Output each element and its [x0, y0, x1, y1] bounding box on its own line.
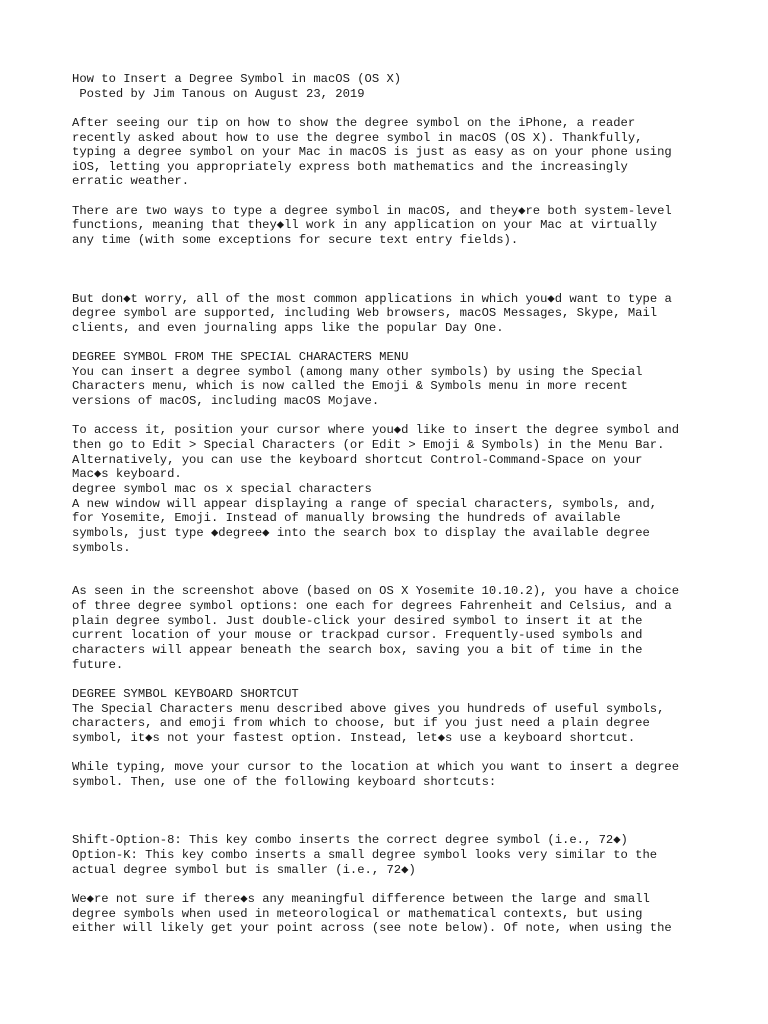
text-line: degree symbol are supported, including Web browsers, macOS Messages, Skype, Mail	[72, 306, 658, 321]
keyboard-shortcut-paragraph-3	[72, 892, 712, 936]
text-line: future.	[72, 657, 124, 672]
text-line: functions, meaning that they◆ll work in any application on your Mac at virtually	[72, 218, 658, 233]
special-characters-paragraph-2	[72, 423, 712, 482]
text-line: characters will appear beneath the search box, saving you a bit of time in the	[72, 643, 643, 657]
spacer	[72, 555, 712, 570]
text-line: To access it, position your cursor where you◆d like to insert the degree symbol and	[72, 423, 680, 438]
text-line: While typing, move your cursor to the location at which you want to insert a degree	[72, 760, 680, 775]
spacer	[72, 189, 712, 204]
text-line: then go to Edit > Special Characters (or Edit > Emoji & Symbols) in the Menu Bar.	[72, 438, 665, 453]
text-line: plain degree symbol. Just double-click your desired symbol to insert it at the	[72, 613, 643, 628]
shortcut-item: Option-K: This key combo inserts a small degree symbol looks very similar to the	[72, 847, 658, 862]
keyboard-shortcut-paragraph-2	[72, 760, 712, 789]
spacer	[72, 877, 712, 892]
spacer	[72, 409, 712, 424]
spacer	[72, 570, 712, 585]
spacer	[72, 672, 712, 687]
spacer	[72, 745, 712, 760]
text-line: erratic weather.	[72, 174, 190, 189]
text-line: symbols, just type ◆degree◆ into the search box to display the available degree	[72, 525, 650, 540]
ways-paragraph	[72, 204, 712, 248]
shortcut-item: Shift-Option-8: This key combo inserts the correct degree symbol (i.e., 72◆)	[72, 833, 628, 848]
spacer	[72, 248, 712, 292]
special-characters-paragraph-3	[72, 497, 712, 556]
article-title: How to Insert a Degree Symbol in macOS (OS X)	[72, 72, 402, 86]
text-line: Alternatively, you can use the keyboard shortcut Control-Command-Space on your	[72, 452, 643, 467]
text-line: We◆re not sure if there◆s any meaningful difference between the large and small	[72, 891, 650, 906]
text-line: recently asked about how to use the degree symbol in macOS (OS X). Thankfully,	[72, 130, 643, 145]
section-heading-keyboard-shortcut: DEGREE SYMBOL KEYBOARD SHORTCUT	[72, 686, 299, 701]
spacer	[72, 336, 712, 351]
text-line: degree symbols when used in meteorological or mathematical contexts, but using	[72, 906, 643, 921]
text-line: There are two ways to type a degree symbol in macOS, and they◆re both system-level	[72, 203, 672, 218]
text-line: of three degree symbol options: one each for degrees Fahrenheit and Celsius, and a	[72, 599, 672, 614]
special-characters-paragraph-1	[72, 365, 712, 409]
text-line: for Yosemite, Emoji. Instead of manually browsing the hundreds of available	[72, 511, 621, 526]
text-line: clients, and even journaling apps like the popular Day One.	[72, 320, 504, 335]
shortcut-item: actual degree symbol but is smaller (i.e., 72◆)	[72, 862, 416, 877]
text-line: Mac◆s keyboard.	[72, 467, 182, 482]
text-line: You can insert a degree symbol (among many other symbols) by using the Special	[72, 364, 643, 379]
document-page	[72, 72, 712, 936]
text-line: A new window will appear displaying a range of special characters, symbols, and,	[72, 496, 658, 511]
text-line: any time (with some exceptions for secure text entry fields).	[72, 233, 519, 248]
section-heading-special-characters: DEGREE SYMBOL FROM THE SPECIAL CHARACTERS MENU	[72, 350, 409, 365]
text-line: The Special Characters menu described above gives you hundreds of useful symbols,	[72, 701, 665, 716]
text-line: typing a degree symbol on your Mac in macOS is just as easy as on your phone using	[72, 145, 672, 160]
spacer	[72, 789, 712, 833]
text-line: either will likely get your point across (see note below). Of note, when using the	[72, 921, 672, 936]
special-characters-paragraph-4	[72, 584, 712, 672]
text-line: iOS, letting you appropriately express both mathematics and the increasingly	[72, 159, 628, 174]
shortcut-list	[72, 833, 712, 877]
text-line: Characters menu, which is now called the Emoji & Symbols menu in more recent	[72, 379, 628, 394]
intro-paragraph	[72, 116, 712, 189]
text-line: versions of macOS, including macOS Mojave.	[72, 394, 380, 409]
dont-worry-paragraph	[72, 292, 712, 336]
keyboard-shortcut-paragraph-1	[72, 702, 712, 746]
text-line: current location of your mouse or trackpad cursor. Frequently-used symbols and	[72, 628, 643, 643]
image-caption: degree symbol mac os x special characters	[72, 481, 372, 496]
text-line: characters, and emoji from which to choose, but if you just need a plain degree	[72, 716, 650, 731]
text-line: symbol, it◆s not your fastest option. Instead, let◆s use a keyboard shortcut.	[72, 730, 636, 745]
text-line: symbol. Then, use one of the following keyboard shortcuts:	[72, 774, 497, 789]
text-line: But don◆t worry, all of the most common applications in which you◆d want to type a	[72, 291, 672, 306]
text-line: symbols.	[72, 540, 131, 555]
article-byline: Posted by Jim Tanous on August 23, 2019	[72, 86, 365, 101]
spacer	[72, 101, 712, 116]
text-line: After seeing our tip on how to show the degree symbol on the iPhone, a reader	[72, 115, 636, 130]
text-line: As seen in the screenshot above (based on OS X Yosemite 10.10.2), you have a choice	[72, 584, 680, 599]
